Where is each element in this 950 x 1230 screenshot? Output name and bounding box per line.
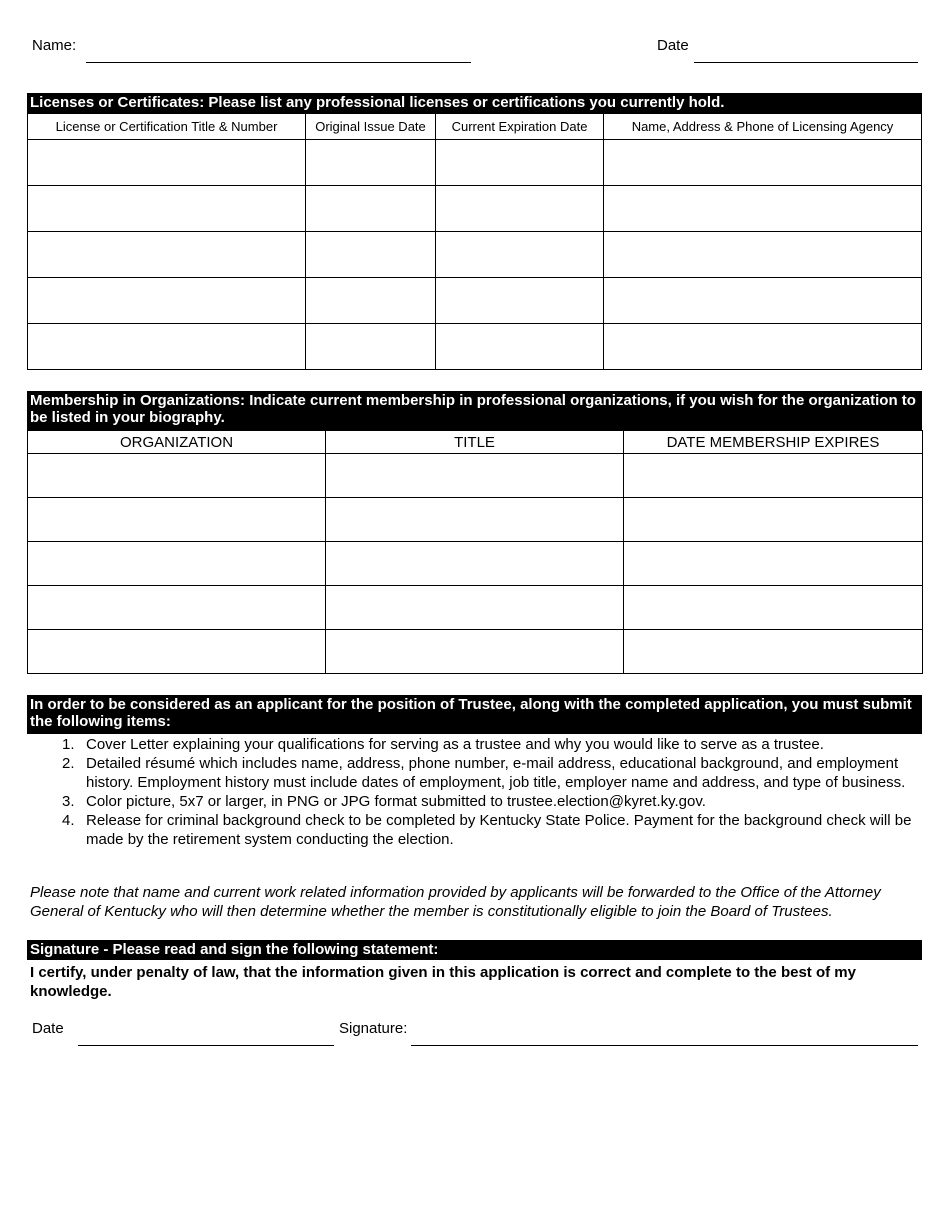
table-row bbox=[28, 278, 922, 324]
licenses-col-title: License or Certification Title & Number bbox=[28, 114, 306, 140]
membership-cell[interactable] bbox=[28, 630, 326, 674]
list-item-text: Cover Letter explaining your qualifications for serving as a trustee and why you would like to serve as a trustee. bbox=[86, 736, 824, 753]
list-item bbox=[30, 754, 922, 792]
license-cell[interactable] bbox=[306, 232, 436, 278]
license-cell[interactable] bbox=[436, 324, 604, 370]
license-cell[interactable] bbox=[436, 278, 604, 324]
table-row bbox=[28, 454, 923, 498]
licenses-col-expiration-date: Current Expiration Date bbox=[436, 114, 604, 140]
list-item bbox=[30, 811, 922, 849]
table-row bbox=[28, 186, 922, 232]
membership-cell[interactable] bbox=[326, 454, 624, 498]
date-field[interactable] bbox=[694, 62, 918, 63]
list-item-number: 3. bbox=[62, 793, 75, 810]
membership-cell[interactable] bbox=[624, 586, 923, 630]
membership-cell[interactable] bbox=[326, 586, 624, 630]
membership-cell[interactable] bbox=[624, 454, 923, 498]
memberships-col-organization: ORGANIZATION bbox=[28, 431, 326, 454]
license-cell[interactable] bbox=[28, 232, 306, 278]
membership-cell[interactable] bbox=[326, 630, 624, 674]
license-cell[interactable] bbox=[604, 186, 922, 232]
license-cell[interactable] bbox=[604, 140, 922, 186]
membership-cell[interactable] bbox=[624, 542, 923, 586]
licenses-header-row bbox=[28, 114, 922, 140]
memberships-header-row bbox=[28, 431, 923, 454]
list-item-number: 2. bbox=[62, 755, 75, 772]
licenses-col-agency: Name, Address & Phone of Licensing Agency bbox=[604, 114, 922, 140]
membership-cell[interactable] bbox=[28, 498, 326, 542]
list-item-text: Release for criminal background check to be completed by Kentucky State Police. Payment for the background check will be made by the retirement system conducting the election. bbox=[86, 812, 912, 848]
table-row bbox=[28, 140, 922, 186]
license-cell[interactable] bbox=[306, 186, 436, 232]
memberships-heading: Membership in Organizations: Indicate current membership in professional organizations, if you wish for the organization to be listed in your biography. bbox=[27, 391, 922, 430]
name-label: Name: bbox=[32, 37, 77, 54]
table-row bbox=[28, 498, 923, 542]
membership-cell[interactable] bbox=[28, 586, 326, 630]
license-cell[interactable] bbox=[436, 232, 604, 278]
signature-date-field[interactable] bbox=[78, 1045, 334, 1046]
license-cell[interactable] bbox=[306, 278, 436, 324]
name-field[interactable] bbox=[86, 62, 471, 63]
memberships-col-title: TITLE bbox=[326, 431, 624, 454]
license-cell[interactable] bbox=[604, 278, 922, 324]
licenses-table bbox=[27, 113, 922, 370]
list-item-text: Color picture, 5x7 or larger, in PNG or JPG format submitted to trustee.election@kyret.ky.gov. bbox=[86, 793, 706, 810]
requirements-list bbox=[30, 735, 922, 849]
license-cell[interactable] bbox=[28, 140, 306, 186]
date-label: Date bbox=[657, 37, 689, 54]
license-cell[interactable] bbox=[28, 278, 306, 324]
membership-cell[interactable] bbox=[624, 498, 923, 542]
table-row bbox=[28, 630, 923, 674]
list-item-text: Detailed résumé which includes name, address, phone number, e-mail address, educational background, and employment history. Employment history must include dates of employment, job title, employer name and address, and type of business. bbox=[86, 755, 906, 791]
signature-label: Signature: bbox=[339, 1020, 408, 1037]
signature-heading: Signature - Please read and sign the following statement: bbox=[27, 940, 922, 960]
membership-cell[interactable] bbox=[624, 630, 923, 674]
license-cell[interactable] bbox=[436, 140, 604, 186]
license-cell[interactable] bbox=[28, 324, 306, 370]
licenses-heading: Licenses or Certificates: Please list any professional licenses or certifications you currently hold. bbox=[27, 93, 922, 113]
signature-field[interactable] bbox=[411, 1045, 918, 1046]
license-cell[interactable] bbox=[436, 186, 604, 232]
membership-cell[interactable] bbox=[28, 542, 326, 586]
licenses-col-issue-date: Original Issue Date bbox=[306, 114, 436, 140]
list-item bbox=[30, 792, 922, 811]
table-row bbox=[28, 586, 923, 630]
license-cell[interactable] bbox=[306, 140, 436, 186]
license-cell[interactable] bbox=[604, 324, 922, 370]
license-cell[interactable] bbox=[28, 186, 306, 232]
license-cell[interactable] bbox=[604, 232, 922, 278]
membership-cell[interactable] bbox=[326, 542, 624, 586]
table-row bbox=[28, 324, 922, 370]
attorney-general-note: Please note that name and current work related information provided by applicants will be forwarded to the Office of the Attorney General of Kentucky who will then determine whether the member is constitutionally eligible to join the Board of Trustees. bbox=[30, 884, 881, 920]
table-row bbox=[28, 542, 923, 586]
license-cell[interactable] bbox=[306, 324, 436, 370]
list-item-number: 1. bbox=[62, 736, 75, 753]
certification-statement: I certify, under penalty of law, that the information given in this application is correct and complete to the best of my knowledge. bbox=[30, 964, 856, 1000]
membership-cell[interactable] bbox=[326, 498, 624, 542]
list-item-number: 4. bbox=[62, 812, 75, 829]
memberships-col-expires: DATE MEMBERSHIP EXPIRES bbox=[624, 431, 923, 454]
signature-date-label: Date bbox=[32, 1020, 64, 1037]
memberships-table bbox=[27, 430, 923, 674]
requirements-heading: In order to be considered as an applicant for the position of Trustee, along with the completed application, you must submit the following items: bbox=[27, 695, 922, 734]
membership-cell[interactable] bbox=[28, 454, 326, 498]
table-row bbox=[28, 232, 922, 278]
list-item bbox=[30, 735, 922, 754]
